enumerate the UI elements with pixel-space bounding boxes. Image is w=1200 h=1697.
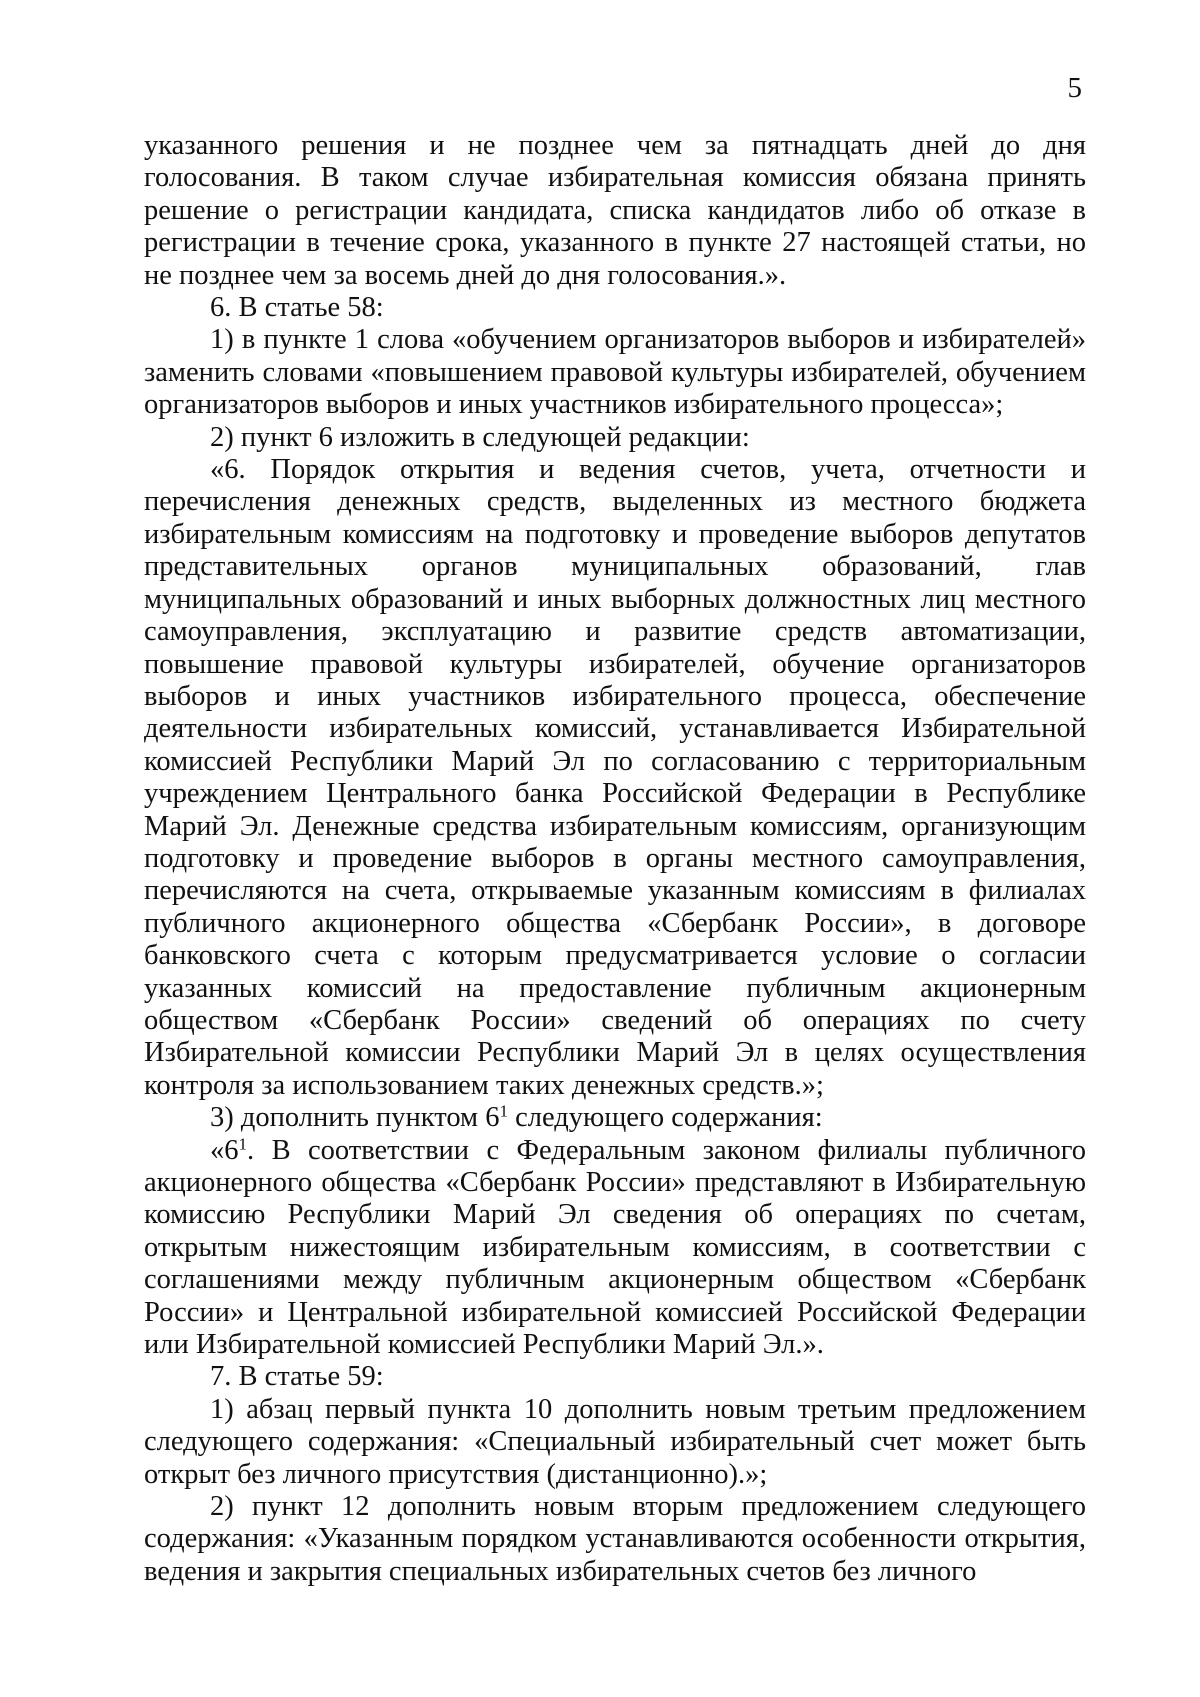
paragraph-subitem-2-article-59: 2) пункт 12 дополнить новым вторым предложением следующего содержания: «Указанным порядком устанавливаются особенности открытия, ведения и закрытия специальных избирательных счетов без личного — [144, 1491, 1086, 1587]
paragraph-quoted-point-6-1 — [144, 1135, 1086, 1362]
text-before: 3) дополнить пунктом 6 — [210, 1102, 500, 1134]
paragraph-subitem-3 — [144, 1102, 1086, 1134]
paragraph-subitem-1-article-59: 1) абзац первый пункта 10 дополнить новым третьим предложением следующего содержания: «Специальный избирательный счет может быть открыт без личного присутствия (дистанционно).»; — [144, 1393, 1086, 1490]
paragraph-item-6: 6. В статье 58: — [210, 292, 384, 324]
text-after: . В соответствии с Федеральным законом филиалы публичного акционерного общества «Сбербанк России» представляют в Избирательную комиссию Республики Марий Эл сведения об операциях по счетам, открытым нижестоящим избирательным комиссиям, в соответствии с соглашениями между публичным акционерным обществом «Сбербанк России» и Центральной избирательной комиссией Российской Федерации или Избирательной комиссией Республики Марий Эл.». — [144, 1134, 1086, 1361]
paragraph-quoted-point-6: «6. Порядок открытия и ведения счетов, учета, отчетности и перечисления денежных средств, выделенных из местного бюджета избирательным комиссиям на подготовку и проведение выборов депутатов представительных органов муниципальных образований, глав муниципальных образований и иных выборных должностных лиц местного самоуправления, эксплуатацию и развитие средств автоматизации, повышение правовой культуры избирателей, обучение организаторов выборов и иных участников избирательного процесса, обеспечение деятельности избирательных комиссий, устанавливается Избирательной комиссией Республики Марий Эл по согласованию с территориальным учреждением Центрального банка Российской Федерации в Республике Марий Эл. Денежные средства избирательным комиссиям, организующим подготовку и проведение выборов в органы местного самоуправления, перечисляются на счета, открываемые указанным комиссиям в филиалах публичного акционерного общества «Сбербанк России», в договоре банковского счета с которым предусматривается условие о согласии указанных комиссий на предоставление публичным акционерным обществом «Сбербанк России» сведений об операциях по счету Избирательной комиссии Республики Марий Эл в целях осуществления контроля за использованием таких денежных средств.»; — [144, 454, 1086, 1101]
superscript: 1 — [499, 1101, 509, 1121]
document-body — [144, 130, 1086, 1588]
page-number: 5 — [1067, 72, 1082, 104]
text-before: «6 — [210, 1134, 239, 1166]
text-after: следующего содержания: — [508, 1102, 823, 1134]
paragraph-subitem-1: 1) в пункте 1 слова «обучением организаторов выборов и избирателей» заменить словами «повышением правовой культуры избирателей, обучением организаторов выборов и иных участников избирательного процесса»; — [144, 324, 1086, 421]
paragraph-item-7: 7. В статье 59: — [210, 1361, 384, 1393]
paragraph-subitem-2: 2) пункт 6 изложить в следующей редакции: — [210, 421, 750, 453]
paragraph-continuation: указанного решения и не позднее чем за пятнадцать дней до дня голосования. В таком случае избирательная комиссия обязана принять решение о регистрации кандидата, списка кандидатов либо об отказе в регистрации в течение срока, указанного в пункте 27 настоящей статьи, но не позднее чем за восемь дней до дня голосования.». — [144, 130, 1086, 291]
superscript: 1 — [238, 1134, 248, 1154]
